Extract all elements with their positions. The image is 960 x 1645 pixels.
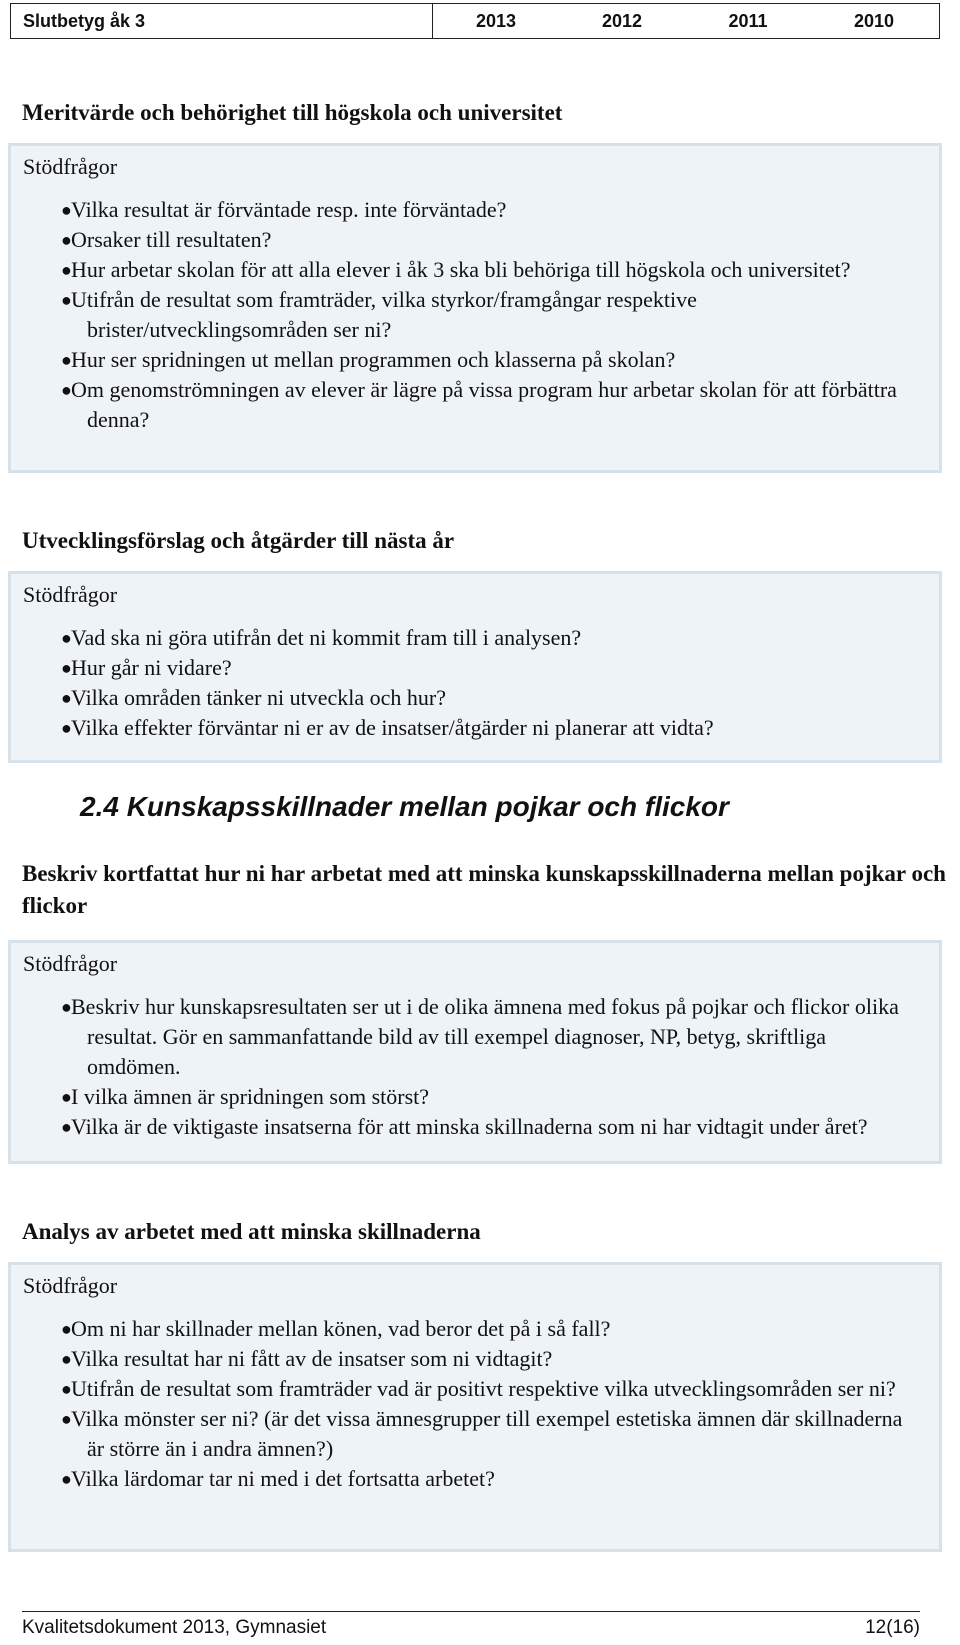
- bullet-icon: ●: [61, 1379, 72, 1399]
- year-columns: [433, 4, 939, 38]
- support-questions-box-4: [8, 1262, 942, 1552]
- year-2011: 2011: [728, 10, 768, 31]
- section-heading-meritvarde: Meritvärde och behörighet till högskola och universitet: [22, 100, 563, 125]
- question-list: [11, 992, 921, 1142]
- section-heading-utvecklingsforslag: Utvecklingsförslag och åtgärder till nästa år: [22, 528, 455, 553]
- list-item: ● Hur ser spridningen ut mellan programmen och klasserna på skolan?: [11, 345, 921, 375]
- question-list: [11, 623, 921, 743]
- bullet-icon: ●: [61, 230, 72, 250]
- box-title: Stödfrågor: [23, 951, 118, 976]
- bullet-icon: ●: [61, 1117, 72, 1137]
- year-2013: 2013: [475, 10, 517, 31]
- box-title: Stödfrågor: [23, 582, 118, 607]
- list-item: ● Vad ska ni göra utifrån det ni kommit fram till i analysen?: [11, 623, 921, 653]
- list-item: ● Utifrån de resultat som framträder vad är positivt respektive vilka utvecklingsområden ser ni?: [11, 1374, 921, 1404]
- year-2010: 2010: [853, 10, 895, 31]
- page-footer: [22, 1611, 920, 1642]
- table-label-cell: Slutbetyg åk 3: [11, 4, 433, 38]
- bullet-icon: ●: [61, 1087, 72, 1107]
- list-item: ● Vilka effekter förväntar ni er av de insatser/åtgärder ni planerar att vidta?: [11, 713, 921, 743]
- bullet-icon: ●: [61, 1319, 72, 1339]
- grade-table-header: [10, 3, 940, 39]
- bullet-icon: ●: [61, 658, 72, 678]
- bullet-icon: ●: [61, 997, 72, 1017]
- list-item: ● Hur går ni vidare?: [11, 653, 921, 683]
- bullet-icon: ●: [61, 718, 72, 738]
- bullet-icon: ●: [61, 350, 72, 370]
- support-questions-box-1: [8, 143, 942, 473]
- list-item: ● Utifrån de resultat som framträder, vilka styrkor/framgångar respektive brister/utvecklingsområden ser ni?: [61, 287, 697, 342]
- list-item: ● Beskriv hur kunskapsresultaten ser ut i de olika ämnena med fokus på pojkar och flickor olika resultat. Gör en sammanfattande bild av till exempel diagnoser, NP, betyg, skriftliga omdömen.: [61, 994, 899, 1079]
- section-heading-beskriv: Beskriv kortfattat hur ni har arbetat med att minska kunskapsskillnaderna mellan pojkar och flickor: [22, 861, 946, 918]
- question-list: [11, 1314, 921, 1494]
- support-questions-box-3: [8, 940, 942, 1164]
- list-item: ● Vilka är de viktigaste insatserna för att minska skillnaderna som ni har vidtagit under året?: [11, 1112, 921, 1142]
- page-number: 12(16): [865, 1617, 920, 1638]
- list-item: ● Vilka mönster ser ni? (är det vissa ämnesgrupper till exempel estetiska ämnen där skillnaderna är större än i andra ämnen?): [61, 1406, 903, 1461]
- bullet-icon: ●: [61, 290, 72, 310]
- box-title: Stödfrågor: [23, 154, 118, 179]
- list-item: ● Orsaker till resultaten?: [11, 225, 921, 255]
- list-item: ● Vilka områden tänker ni utveckla och hur?: [11, 683, 921, 713]
- question-list: [11, 195, 921, 435]
- support-questions-box-2: [8, 571, 942, 763]
- bullet-icon: ●: [61, 1349, 72, 1369]
- list-item: ● I vilka ämnen är spridningen som störst?: [11, 1082, 921, 1112]
- year-2012: 2012: [601, 10, 643, 31]
- list-item: ● Vilka lärdomar tar ni med i det fortsatta arbetet?: [11, 1464, 921, 1494]
- list-item: ● Om ni har skillnader mellan könen, vad beror det på i så fall?: [11, 1314, 921, 1344]
- bullet-icon: ●: [61, 628, 72, 648]
- bullet-icon: ●: [61, 260, 72, 280]
- list-item: ● Vilka resultat är förväntade resp. inte förväntade?: [11, 195, 921, 225]
- list-item: ● Vilka resultat har ni fått av de insatser som ni vidtagit?: [11, 1344, 921, 1374]
- bullet-icon: ●: [61, 1469, 72, 1489]
- list-item: ● Om genomströmningen av elever är lägre på vissa program hur arbetar skolan för att förbättra denna?: [61, 377, 897, 432]
- footer-document-title: Kvalitetsdokument 2013, Gymnasiet: [22, 1617, 327, 1638]
- bullet-icon: ●: [61, 380, 72, 400]
- chapter-title: 2.4 Kunskapsskillnader mellan pojkar och flickor: [80, 791, 729, 822]
- bullet-icon: ●: [61, 1409, 72, 1429]
- bullet-icon: ●: [61, 200, 72, 220]
- section-heading-analys: Analys av arbetet med att minska skillnaderna: [22, 1219, 481, 1244]
- box-title: Stödfrågor: [23, 1273, 118, 1298]
- bullet-icon: ●: [61, 688, 72, 708]
- list-item: ● Hur arbetar skolan för att alla elever i åk 3 ska bli behöriga till högskola och universitet?: [11, 255, 921, 285]
